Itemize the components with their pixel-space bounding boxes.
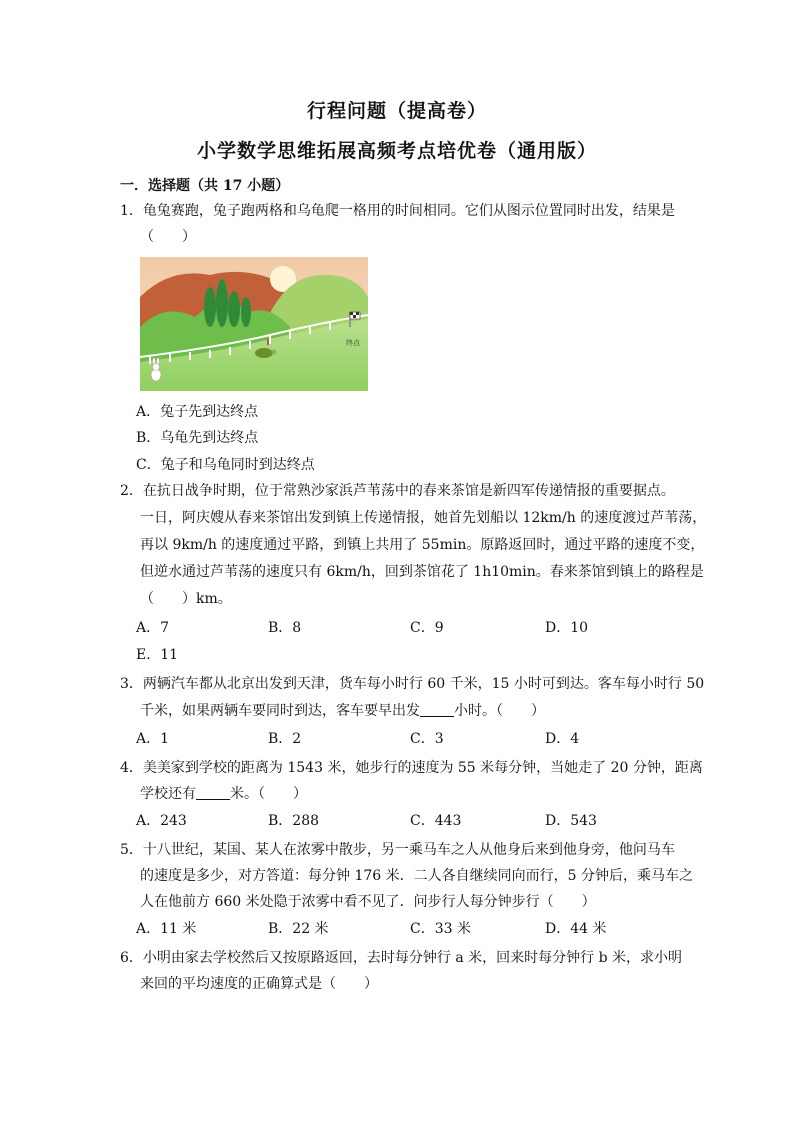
question-2-option-e: E．11 [136,647,179,663]
question-5-line-1: 5．十八世纪，某国、某人在浓雾中散步，另一乘马车之人从他身后来到他身旁，他问马车 [120,842,675,858]
question-2-option-c: C．9 [410,620,444,636]
question-4-option-c: C．443 [410,813,462,829]
question-5-line-2: 的速度是多少，对方答道：每分钟 176 米．二人各自继续同向而行，5 分钟后，乘马车之 [140,868,693,884]
question-2-number: 2． [120,483,143,499]
question-2-line-3: 再以 9km/h 的速度通过平路，到镇上共用了 55min。原路返回时，通过平路的速度不变， [140,537,705,553]
question-4-option-a: A．243 [136,813,187,829]
question-5-option-c: C．33 米 [410,921,471,937]
question-2-option-a: A．7 [136,620,170,636]
question-4-line-1: 4．美美家到学校的距离为 1543 米，她步行的速度为 55 米每分钟，当她走了 20 分钟，距离 [120,760,703,776]
question-3-option-c: C．3 [410,731,444,747]
question-6-number: 6． [120,950,143,966]
question-1-number: 1． [120,203,143,219]
question-1-option-b: B．乌龟先到达终点 [136,430,259,446]
question-6-line-2: 来回的平均速度的正确算式是（ ） [140,976,378,992]
question-4-option-b: B．288 [268,813,320,829]
doc-title: 行程问题（提高卷） [306,100,487,122]
answer-blank [420,702,454,717]
question-3-line-2: 千米，如果两辆车要同时到达，客车要早出发 小时。（ ） [140,703,545,719]
section-heading: 一．选择题（共 17 小题） [120,178,290,194]
question-2-line-1: 2．在抗日战争时期，位于常熟沙家浜芦苇荡中的春来茶馆是新四军传递情报的重要据点。 [120,483,675,499]
doc-subtitle: 小学数学思维拓展高频考点培优卷（通用版） [196,140,597,162]
question-5-line-3: 人在他前方 660 米处隐于浓雾中看不见了．问步行人每分钟步行（ ） [140,894,596,910]
question-3-option-a: A．1 [136,731,170,747]
question-1-option-c: C．兔子和乌龟同时到达终点 [136,457,315,473]
race-illustration [140,257,368,391]
question-2-line-4: 但逆水通过芦苇荡的速度只有 6km/h，回到茶馆花了 1h10min。春来茶馆到镇上的路程是 [140,564,704,580]
question-1-line-2: （ ） [140,229,196,245]
question-4-number: 4． [120,760,143,776]
question-3-option-d: D．4 [545,731,580,747]
question-5-number: 5． [120,842,143,858]
question-2-option-b: B．8 [268,620,302,636]
question-1-line-1: 1．龟兔赛跑，兔子跑两格和乌龟爬一格用的时间相同。它们从图示位置同时出发，结果是 [120,203,675,219]
question-5-option-d: D．44 米 [545,921,607,937]
question-3-number: 3． [120,676,143,692]
question-4-line-2: 学校还有 米。（ ） [140,786,307,802]
question-4-option-d: D．543 [545,813,597,829]
question-2-line-5: （ ）km。 [140,591,232,607]
question-3-option-b: B．2 [268,731,302,747]
question-5-option-a: A．11 米 [136,921,197,937]
question-5-option-b: B．22 米 [268,921,329,937]
finish-label: 终点 [346,339,360,347]
question-3-line-1: 3．两辆汽车都从北京出发到天津，货车每小时行 60 千米，15 小时可到达。客车每小时行 50 [120,676,705,692]
question-6-line-1: 6．小明由家去学校然后又按原路返回，去时每分钟行 a 米，回来时每分钟行 b 米，求小明 [120,950,683,966]
answer-blank [196,785,230,800]
question-1-option-a: A．兔子先到达终点 [136,404,259,420]
question-2-option-d: D．10 [545,620,589,636]
question-2-line-2: 一日，阿庆嫂从春来茶馆出发到镇上传递情报，她首先划船以 12km/h 的速度渡过芦苇荡， [140,510,707,526]
